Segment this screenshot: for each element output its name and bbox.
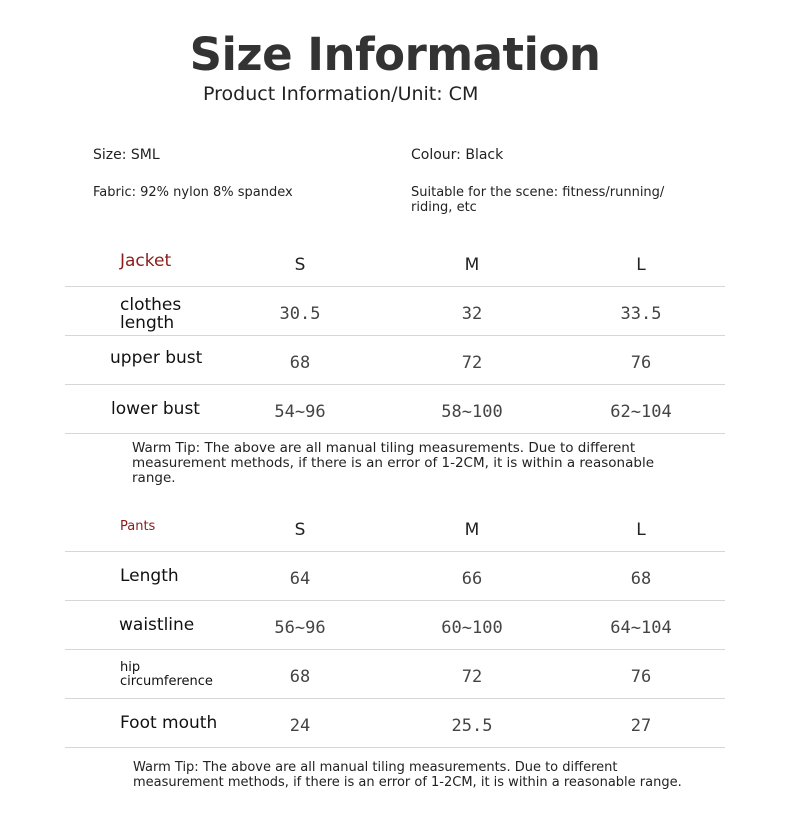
- jacket-header-m: M: [464, 255, 480, 275]
- divider: [65, 551, 725, 552]
- jacket-clothes-length-m: 32: [461, 304, 483, 324]
- pants-hip-m: 72: [461, 667, 483, 687]
- tip-line2: measurement methods, if there is an error of 1-2CM, it is within a reasonable: [132, 455, 654, 471]
- scene-info: [411, 185, 664, 215]
- divider: [65, 286, 725, 287]
- pants-foot-mouth-m: 25.5: [451, 716, 493, 736]
- divider: [65, 433, 725, 434]
- jacket-clothes-length-l: 33.5: [620, 304, 662, 324]
- divider: [65, 600, 725, 601]
- row-label-line2: length: [120, 313, 175, 333]
- jacket-upper-bust-s: 68: [289, 353, 311, 373]
- pants-length-l: 68: [630, 569, 652, 589]
- pants-foot-mouth-s: 24: [289, 716, 311, 736]
- jacket-upper-bust-l: 76: [630, 353, 652, 373]
- row-label-line1: clothes: [120, 295, 182, 315]
- row-label-hip-circumference: [120, 661, 213, 689]
- row-label-line2: circumference: [120, 674, 213, 689]
- pants-hip-l: 76: [630, 667, 652, 687]
- size-info: Size: SML: [93, 147, 160, 163]
- pants-length-s: 64: [289, 569, 311, 589]
- divider: [65, 698, 725, 699]
- jacket-clothes-length-s: 30.5: [279, 304, 321, 324]
- pants-header-m: M: [464, 520, 480, 540]
- divider: [65, 384, 725, 385]
- divider: [65, 335, 725, 336]
- scene-info-line1: Suitable for the scene: fitness/running/: [411, 185, 665, 200]
- pants-foot-mouth-l: 27: [630, 716, 652, 736]
- jacket-header-l: L: [636, 255, 646, 275]
- pants-header-l: L: [636, 520, 646, 540]
- page-subtitle: Product Information/Unit: CM: [203, 83, 479, 105]
- page-title: Size Information: [189, 28, 601, 81]
- row-label-lower-bust: lower bust: [111, 399, 200, 419]
- pants-hip-s: 68: [289, 667, 311, 687]
- divider: [65, 747, 725, 748]
- jacket-warm-tip: [132, 441, 654, 486]
- jacket-lower-bust-l: 62~104: [610, 402, 672, 422]
- pants-waistline-s: 56~96: [274, 618, 326, 638]
- pants-length-m: 66: [461, 569, 483, 589]
- row-label-clothes-length: [120, 296, 181, 332]
- row-label-line1: hip: [120, 660, 141, 675]
- jacket-label: Jacket: [120, 251, 172, 271]
- jacket-header-s: S: [294, 255, 306, 275]
- divider: [65, 649, 725, 650]
- row-label-length: Length: [120, 566, 179, 586]
- tip-line3: range.: [132, 470, 176, 486]
- pants-label: Pants: [120, 519, 156, 534]
- pants-warm-tip: [133, 760, 682, 790]
- row-label-upper-bust: upper bust: [110, 348, 203, 368]
- row-label-foot-mouth: Foot mouth: [120, 713, 218, 733]
- jacket-upper-bust-m: 72: [461, 353, 483, 373]
- pants-waistline-l: 64~104: [610, 618, 672, 638]
- tip-line2: measurement methods, if there is an error of 1-2CM, it is within a reasonable range.: [133, 775, 682, 790]
- colour-info: Colour: Black: [411, 147, 504, 163]
- pants-header-s: S: [294, 520, 306, 540]
- row-label-waistline: waistline: [119, 615, 195, 635]
- tip-line1: Warm Tip: The above are all manual tiling measurements. Due to different: [132, 440, 636, 456]
- fabric-info: Fabric: 92% nylon 8% spandex: [93, 185, 293, 200]
- jacket-lower-bust-m: 58~100: [441, 402, 503, 422]
- pants-waistline-m: 60~100: [441, 618, 503, 638]
- scene-info-line2: riding, etc: [411, 200, 477, 215]
- tip-line1: Warm Tip: The above are all manual tiling measurements. Due to different: [133, 760, 618, 775]
- jacket-lower-bust-s: 54~96: [274, 402, 326, 422]
